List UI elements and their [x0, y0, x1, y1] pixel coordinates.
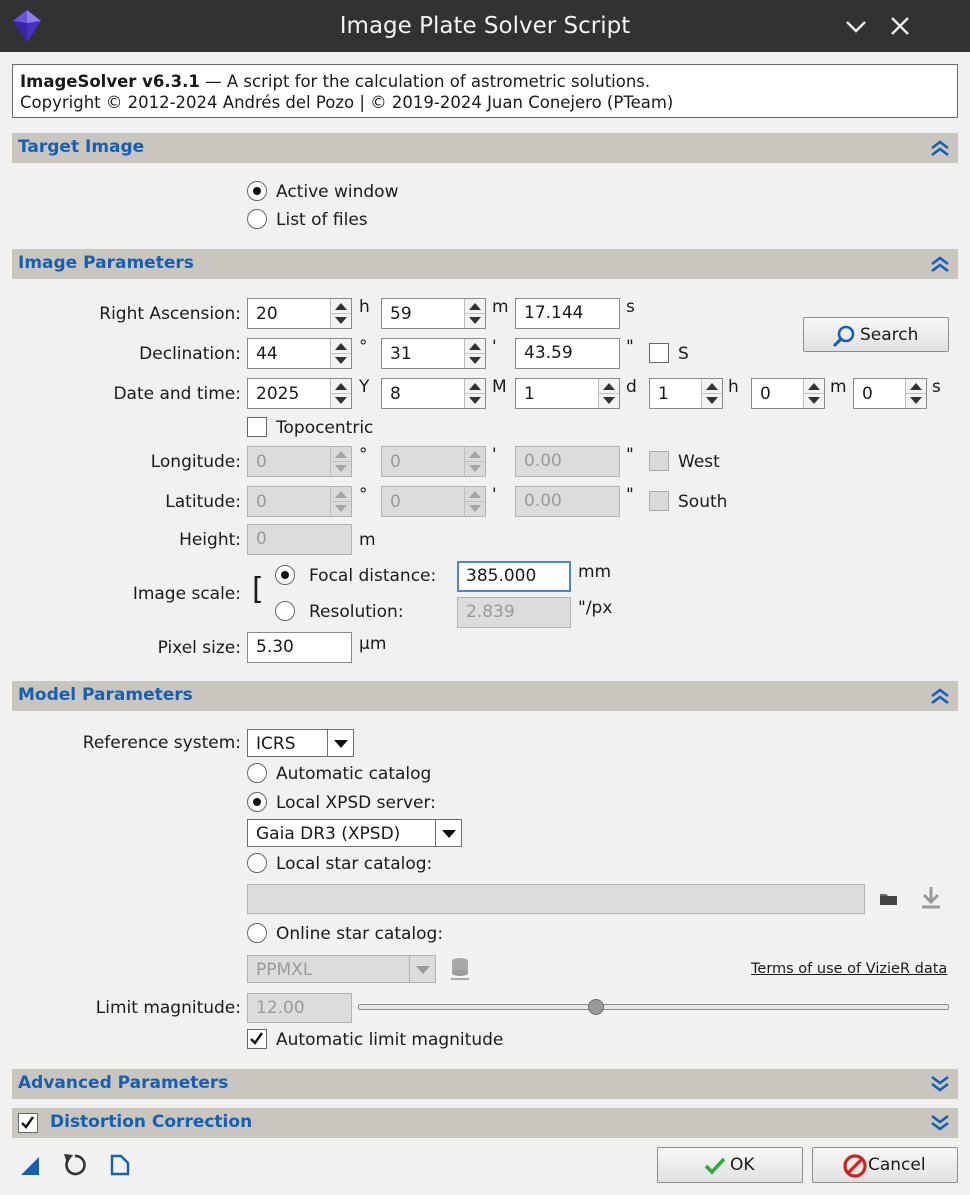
longitude-deg-spinbox [247, 446, 352, 477]
longitude-min-spinbox [381, 446, 486, 477]
spin-buttons[interactable] [905, 379, 926, 408]
limit-magnitude-input: 12.00 [247, 993, 352, 1023]
dec-deg-unit: ° [359, 337, 368, 357]
latitude-deg-unit: ° [359, 485, 368, 505]
longitude-min-value: 0 [390, 452, 401, 472]
ra-hours-value: 20 [256, 304, 278, 324]
topocentric-checkbox[interactable] [247, 417, 267, 437]
month-spinbox[interactable] [381, 378, 486, 409]
chevron-down-icon[interactable] [842, 12, 870, 40]
dec-south-label: S [678, 344, 689, 364]
list-of-files-radio[interactable] [247, 209, 267, 229]
focal-distance-input[interactable]: 385.000 [457, 561, 571, 592]
focal-distance-label: Focal distance: [309, 566, 437, 586]
automatic-catalog-radio[interactable] [247, 763, 267, 783]
latitude-min-unit: ' [492, 485, 497, 505]
dec-minutes-spinbox[interactable] [381, 338, 486, 369]
dropdown-arrow[interactable] [327, 730, 353, 756]
reference-system-combo[interactable] [247, 729, 354, 757]
resolution-input: 2.839 [457, 597, 571, 628]
pixel-size-label: Pixel size: [157, 638, 241, 658]
month-value: 8 [390, 384, 401, 404]
second-unit: s [932, 377, 941, 397]
image-scale-bracket: [ [252, 572, 264, 607]
spin-buttons[interactable] [330, 299, 351, 328]
ok-label: OK [730, 1155, 755, 1175]
second-value: 0 [862, 384, 873, 404]
pixel-size-unit: µm [359, 634, 387, 654]
list-of-files-label: List of files [276, 210, 368, 230]
spin-arrows-icon[interactable] [465, 379, 485, 408]
resolution-unit: "/px [578, 598, 613, 618]
local-star-catalog-radio[interactable] [247, 853, 267, 873]
year-value: 2025 [256, 384, 300, 404]
spin-arrows-icon[interactable] [804, 379, 824, 408]
spin-buttons[interactable] [330, 379, 351, 408]
spin-arrows-icon [331, 487, 351, 516]
cancel-label: Cancel [868, 1155, 926, 1175]
active-window-label: Active window [276, 182, 399, 202]
reset-icon[interactable] [61, 1151, 89, 1179]
focal-unit: mm [578, 562, 612, 582]
spin-arrows-icon [331, 447, 351, 476]
dec-south-checkbox[interactable] [649, 343, 669, 363]
auto-limit-magnitude-checkbox[interactable] [247, 1029, 267, 1049]
reference-system-label: Reference system: [82, 733, 241, 753]
spin-arrows-icon[interactable] [599, 379, 619, 408]
spin-buttons [464, 487, 485, 516]
latitude-min-spinbox [381, 486, 486, 517]
copyright-text: Copyright © 2012-2024 Andrés del Pozo | © 2019-2024 Juan Conejero (PTeam) [20, 93, 674, 112]
longitude-deg-value: 0 [256, 452, 267, 472]
image-scale-label: Image scale: [132, 584, 241, 604]
section-title: Advanced Parameters [18, 1073, 229, 1093]
year-spinbox[interactable] [247, 378, 352, 409]
xpsd-catalog-value: Gaia DR3 (XPSD) [256, 824, 401, 844]
ra-label: Right Ascension: [99, 304, 241, 324]
spin-buttons [330, 487, 351, 516]
topocentric-label: Topocentric [276, 418, 374, 438]
spin-buttons[interactable] [464, 299, 485, 328]
longitude-deg-unit: ° [359, 445, 368, 465]
section-title: Image Parameters [18, 253, 194, 273]
latitude-label: Latitude: [165, 492, 241, 512]
spin-arrows-icon[interactable] [331, 379, 351, 408]
script-info-box [12, 64, 958, 118]
dropdown-arrow[interactable] [435, 820, 461, 846]
latitude-min-value: 0 [390, 492, 401, 512]
resolution-label: Resolution: [309, 602, 404, 622]
west-label: West [678, 452, 720, 472]
dec-degrees-value: 44 [256, 344, 278, 364]
year-unit: Y [359, 377, 370, 397]
dec-sec-unit: " [626, 337, 634, 357]
distortion-correction-checkbox[interactable] [18, 1113, 38, 1133]
latitude-deg-spinbox [247, 486, 352, 517]
documentation-icon[interactable] [108, 1153, 132, 1177]
minute-unit: m [830, 377, 847, 397]
folder-icon[interactable] [878, 888, 900, 910]
collapse-icon[interactable] [930, 139, 950, 157]
spin-arrows-icon[interactable] [702, 379, 722, 408]
spin-buttons[interactable] [464, 379, 485, 408]
dec-minutes-value: 31 [390, 344, 412, 364]
download-icon[interactable] [919, 885, 943, 911]
app-tagline: — A script for the calculation of astrometric solutions. [199, 72, 651, 91]
search-button[interactable] [803, 317, 949, 352]
spin-buttons [330, 447, 351, 476]
longitude-sec-unit: " [626, 445, 634, 465]
reference-system-value: ICRS [256, 734, 296, 754]
spin-arrows-icon[interactable] [465, 339, 485, 368]
height-label: Height: [179, 530, 241, 550]
active-window-radio[interactable] [247, 181, 267, 201]
ok-button[interactable] [657, 1147, 803, 1183]
south-label: South [678, 492, 728, 512]
ra-seconds-input[interactable]: 17.144 [515, 298, 620, 329]
section-distortion-correction[interactable] [12, 1108, 958, 1138]
slider-handle [588, 999, 604, 1015]
spin-buttons [464, 447, 485, 476]
dec-min-unit: ' [492, 337, 497, 357]
automatic-catalog-label: Automatic catalog [276, 764, 432, 784]
focal-distance-radio[interactable] [275, 565, 295, 585]
ra-s-unit: s [626, 297, 635, 317]
ra-m-unit: m [492, 297, 509, 317]
ra-h-unit: h [359, 297, 370, 317]
minute-value: 0 [760, 384, 771, 404]
second-spinbox[interactable] [853, 378, 927, 409]
checkmark-icon [704, 1156, 726, 1176]
limit-magnitude-slider [358, 1004, 949, 1010]
latitude-sec-unit: " [626, 485, 634, 505]
chevron-down-icon [436, 820, 462, 846]
longitude-min-unit: ' [492, 445, 497, 465]
pixel-size-input[interactable]: 5.30 [247, 632, 352, 663]
section-target-image[interactable] [12, 133, 958, 163]
checkmark-icon [19, 1114, 36, 1131]
collapse-icon[interactable] [930, 255, 950, 273]
chevron-down-icon [328, 730, 354, 756]
spin-arrows-icon[interactable] [331, 299, 351, 328]
section-model-parameters[interactable] [12, 681, 958, 711]
limit-magnitude-label: Limit magnitude: [95, 998, 241, 1018]
local-xpsd-label: Local XPSD server: [276, 793, 436, 813]
month-unit: M [492, 377, 507, 397]
vizier-terms-link[interactable]: Terms of use of VizieR data [751, 961, 948, 977]
day-value: 1 [524, 384, 535, 404]
longitude-label: Longitude: [150, 452, 241, 472]
ra-minutes-value: 59 [390, 304, 412, 324]
xpsd-catalog-combo[interactable] [247, 819, 462, 847]
section-title: Target Image [18, 137, 145, 157]
ra-hours-spinbox[interactable] [247, 298, 352, 329]
day-spinbox[interactable] [515, 378, 620, 409]
spin-buttons[interactable] [464, 339, 485, 368]
new-instance-icon[interactable] [19, 1155, 41, 1177]
collapse-icon[interactable] [930, 687, 950, 705]
online-catalog-value: PPMXL [256, 960, 313, 980]
day-unit: d [626, 377, 637, 397]
latitude-sec-input: 0.00 [515, 486, 620, 517]
app-name: ImageSolver v6.3.1 [20, 72, 200, 91]
minute-spinbox[interactable] [751, 378, 825, 409]
spin-arrows-icon[interactable] [331, 339, 351, 368]
spin-buttons[interactable] [803, 379, 824, 408]
spin-arrows-icon[interactable] [906, 379, 926, 408]
spin-buttons[interactable] [330, 339, 351, 368]
hour-value: 1 [658, 384, 669, 404]
datetime-label: Date and time: [113, 384, 241, 404]
online-catalog-combo [247, 955, 436, 983]
search-icon [832, 324, 856, 348]
local-xpsd-radio[interactable] [247, 792, 267, 812]
expand-icon[interactable] [930, 1114, 950, 1132]
dropdown-arrow [409, 956, 435, 982]
south-checkbox [649, 491, 669, 511]
spin-arrows-icon [465, 447, 485, 476]
section-title: Model Parameters [18, 685, 193, 705]
height-input: 0 [247, 524, 352, 555]
local-star-catalog-label: Local star catalog: [276, 854, 433, 874]
latitude-deg-value: 0 [256, 492, 267, 512]
section-title: Distortion Correction [50, 1112, 253, 1132]
resolution-radio[interactable] [275, 601, 295, 621]
section-image-parameters[interactable] [12, 249, 958, 279]
online-star-catalog-label: Online star catalog: [276, 924, 444, 944]
longitude-sec-input: 0.00 [515, 446, 620, 477]
local-star-catalog-path [247, 884, 865, 914]
dec-seconds-input[interactable]: 43.59 [515, 338, 620, 369]
hour-spinbox[interactable] [649, 378, 723, 409]
chevron-down-icon [410, 956, 436, 982]
spin-buttons[interactable] [598, 379, 619, 408]
cancel-icon [842, 1153, 868, 1179]
expand-icon[interactable] [930, 1075, 950, 1093]
section-advanced-parameters[interactable] [12, 1069, 958, 1099]
database-icon [449, 956, 471, 982]
west-checkbox [649, 451, 669, 471]
spin-arrows-icon [465, 487, 485, 516]
dec-degrees-spinbox[interactable] [247, 338, 352, 369]
checkmark-icon [248, 1030, 265, 1047]
online-star-catalog-radio[interactable] [247, 923, 267, 943]
auto-limit-magnitude-label: Automatic limit magnitude [276, 1030, 504, 1050]
hour-unit: h [728, 377, 739, 397]
ra-minutes-spinbox[interactable] [381, 298, 486, 329]
window-title: Image Plate Solver Script [339, 13, 631, 39]
title-bar [0, 0, 970, 52]
cancel-button[interactable] [812, 1147, 958, 1183]
spin-arrows-icon[interactable] [465, 299, 485, 328]
search-label: Search [860, 325, 919, 345]
height-unit: m [359, 530, 376, 550]
spin-buttons[interactable] [701, 379, 722, 408]
dec-label: Declination: [139, 344, 241, 364]
close-icon[interactable] [886, 12, 914, 40]
